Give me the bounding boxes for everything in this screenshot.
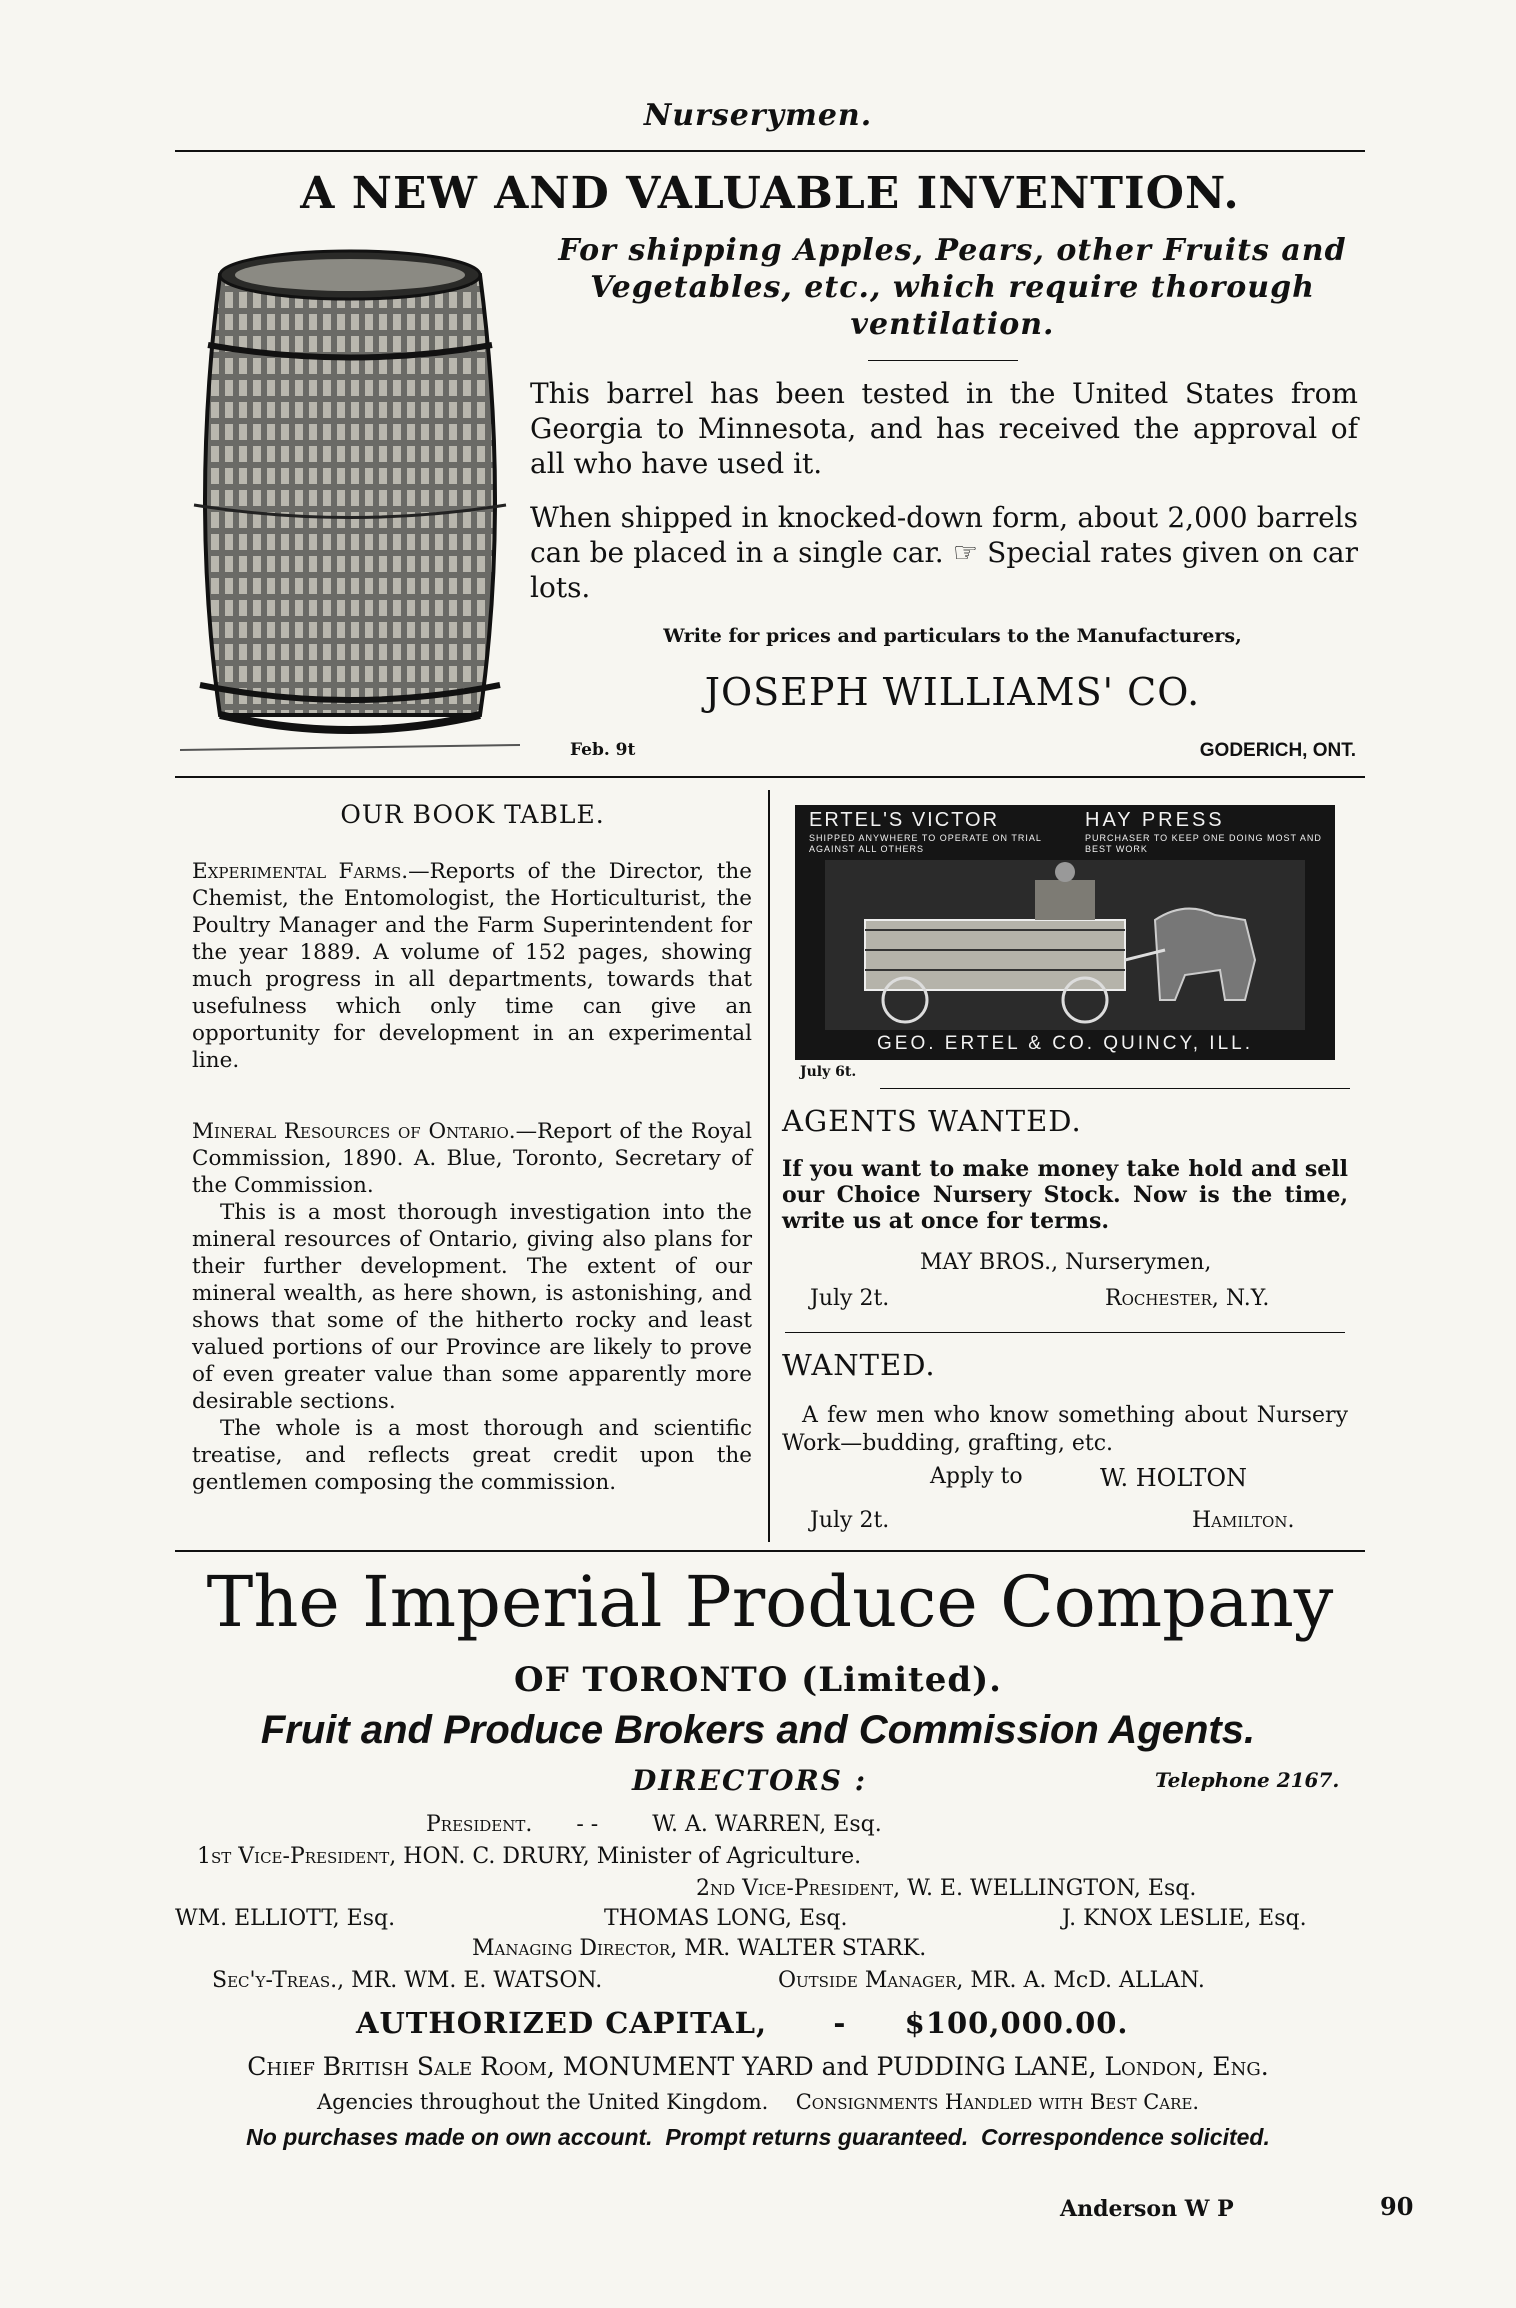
wanted-location: Hamilton. [1192,1508,1295,1533]
wanted-date: July 2t. [810,1508,890,1533]
vp2-row [696,1876,1196,1901]
agents-text: If you want to make money take hold and sell our Choice Nursery Stock. Now is the time, write us at once for terms. [782,1156,1348,1234]
divider-barrel [175,776,1365,778]
vp1-label: 1st Vice-President, [197,1844,397,1869]
divider-middle [175,1550,1365,1552]
book-entry-1-text: —Reports of the Director, the Chemist, the Entomologist, the Horticulturist, the Poultry Manager and the Farm Superintendent for the year 1889. A volume of 152 pages, showing much progress in all departments, towards that usefulness which only time can give an opportunity for development in an experimental line. [192,859,752,1073]
chief-sale-room: MONUMENT YARD and PUDDING LANE, [562,2052,1097,2081]
capital-row [356,2006,1129,2040]
agents-signer: MAY BROS., Nurserymen, [920,1250,1212,1275]
page-number: 90 [1380,2192,1414,2221]
director-1: WM. ELLIOTT, Esq. [175,1906,396,1931]
barrel-write-line: Write for prices and particulars to the Manufacturers, [663,625,1242,647]
barrel-company: JOSEPH WILLIAMS' CO. [704,670,1201,714]
barrel-para-2a: When shipped in knocked-down form, about 2,000 barrels can be placed in a single car. [530,501,1358,569]
book-entry-2-para-3: The whole is a most thorough and scientific treatise, and reflects great credit upon the gentlemen composing the commission. [192,1416,752,1495]
footer-author: Anderson W P [1060,2196,1234,2222]
president-name: W. A. WARREN, Esq. [652,1812,882,1837]
managing-director-name: MR. WALTER STARK. [684,1936,927,1961]
imperial-telephone: Telephone 2167. [1155,1768,1340,1792]
president-label: President. [426,1812,533,1837]
chief-sale-room-label: Chief British Sale Room, [247,2052,555,2081]
column-divider [768,790,770,1542]
hay-press-small-right: PURCHASER TO KEEP ONE DOING MOST AND BEST WORK [1085,833,1322,854]
president-row [426,1812,882,1837]
agencies-text: Agencies throughout the United Kingdom. [316,2090,769,2114]
chief-sale-room-row [0,2052,1516,2081]
vp1-row [197,1844,861,1869]
book-entry-2-text: —Report of the Royal Commission, 1890. A. Blue, Toronto, Secretary of the Commission. [192,1119,752,1198]
hay-press-footer: GEO. ERTEL & CO. QUINCY, ILL. [877,1033,1253,1054]
president-dots: - - [576,1812,599,1837]
wanted-apply: Apply to [930,1464,1023,1489]
sec-treas-label: Sec'y-Treas., [212,1968,345,1993]
barrel-illustration [180,245,520,765]
hay-press-machine-illustration [825,860,1305,1030]
imperial-sub: OF TORONTO (Limited). [513,1660,1003,1700]
managing-director-row [472,1936,926,1961]
agents-location: Rochester, N.Y. [1105,1286,1270,1311]
book-entry-2-head: Mineral Resources of Ontario. [192,1119,516,1144]
agents-title: AGENTS WANTED. [782,1104,1082,1138]
barrel-para-2 [530,500,1358,605]
barrel-ad-subhead: For shipping Apples, Pears, other Fruits and Vegetables, etc., which require thorough ventilation. [558,233,1347,342]
book-entry-2 [192,1118,752,1496]
director-3: J. KNOX LESLIE, Esq. [1062,1906,1307,1931]
rule-agents [785,1332,1345,1333]
imperial-tagline: Fruit and Produce Brokers and Commission Agents. [260,1708,1256,1752]
outside-manager-label: Outside Manager, [778,1968,964,1993]
rule-hay [880,1088,1350,1089]
hay-press-ad [795,805,1335,1060]
barrel-ad-headline: A NEW AND VALUABLE INVENTION. [300,168,1240,219]
barrel-para-1: This barrel has been tested in the United States from Georgia to Minnesota, and has received the approval of all who have used it. [530,377,1358,480]
pointing-hand-icon: ☞ [952,536,978,569]
capital-amount: $100,000.00. [904,2006,1129,2040]
hay-press-small-left: SHIPPED ANYWHERE TO OPERATE ON TRIAL AGAINST ALL OTHERS [809,833,1042,854]
outside-manager-name: MR. A. McD. ALLAN. [970,1968,1205,1993]
wanted-title: WANTED. [782,1348,936,1382]
vp1-name: HON. C. DRURY, Minister of Agriculture. [403,1844,862,1869]
book-entry-1-head: Experimental Farms. [192,859,409,884]
rule-short [868,360,1018,361]
book-table-title: OUR BOOK TABLE. [340,800,605,829]
barrel-date: Feb. 9t [570,740,636,760]
consignments-text: Consignments Handled with Best Care. [795,2090,1200,2114]
hay-press-title-right: HAY PRESS [1085,809,1225,831]
sec-treas-row [212,1968,602,1993]
barrel-location: GODERICH, ONT. [1199,740,1356,761]
barrel-para-2b: Special rates given on car lots. [530,536,1358,604]
managing-director-label: Managing Director, [472,1936,678,1961]
imperial-directors: DIRECTORS : [632,1764,868,1797]
hay-press-title-left: ERTEL'S VICTOR [809,809,1000,831]
divider-top [175,150,1365,152]
sec-treas-name: MR. WM. E. WATSON. [351,1968,603,1993]
chief-sale-room-location: London, Eng. [1104,2052,1269,2081]
imperial-footer: No purchases made on own account. Prompt returns guaranteed. Correspondence solicited. [246,2124,1270,2150]
capital-dash: - [833,2006,847,2040]
outside-manager-row [778,1968,1205,1993]
director-2: THOMAS LONG, Esq. [604,1906,848,1931]
book-entry-2-para-2: This is a most thorough investigation into the mineral resources of Ontario, giving also plans for their further development. The extent of our mineral wealth, as here shown, is astonishing, and shows that some of the hitherto rocky and least valued portions of our Province are likely to prove of even greater value than some apparently more desirable sections. [192,1200,752,1414]
hay-press-date: July 6t. [800,1064,857,1080]
agencies-row [0,2090,1516,2114]
running-title: Nurserymen. [643,98,873,133]
book-entry-1 [192,858,752,1074]
wanted-name: W. HOLTON [1100,1464,1247,1492]
wanted-text: A few men who know something about Nursery Work—budding, grafting, etc. [782,1403,1348,1456]
imperial-name: The Imperial Produce Company [206,1561,1334,1643]
agents-date: July 2t. [810,1286,890,1311]
vp2-name: W. E. WELLINGTON, Esq. [907,1876,1197,1901]
capital-label: AUTHORIZED CAPITAL, [356,2006,768,2040]
vp2-label: 2nd Vice-President, [696,1876,901,1901]
